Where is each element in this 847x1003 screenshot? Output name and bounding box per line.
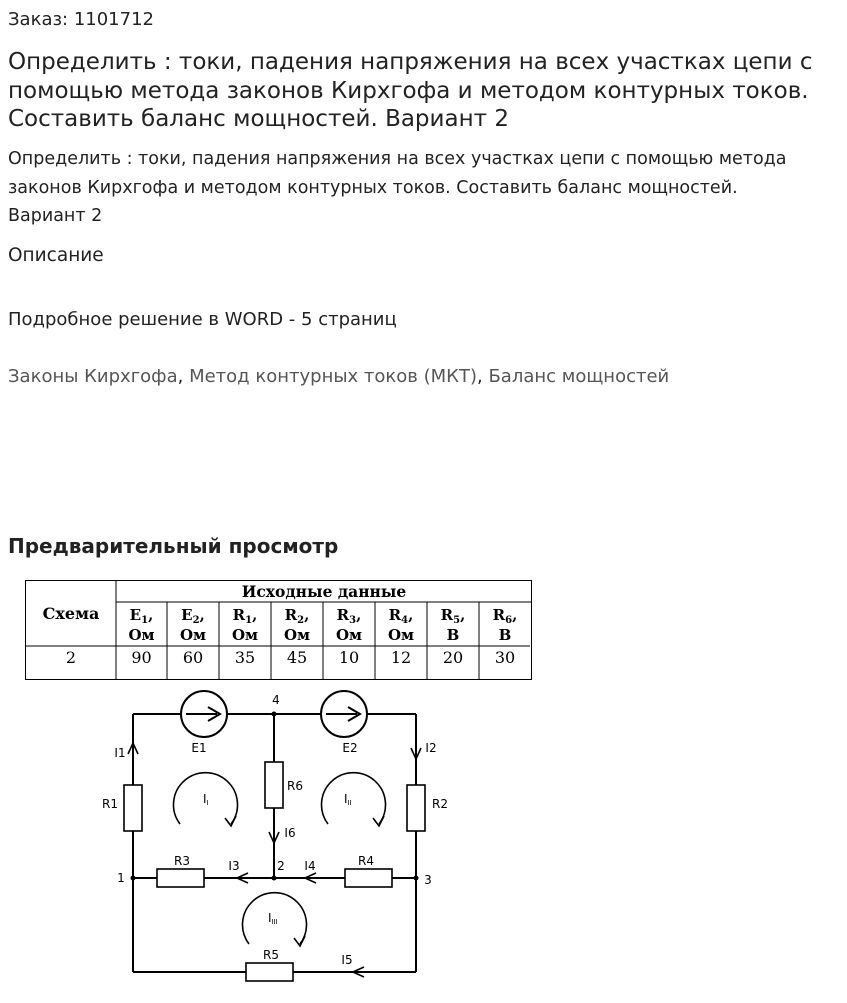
table-cell-value: 35 <box>234 648 256 667</box>
loop-label-2: III <box>344 792 352 807</box>
column-header-symbol: $E_1$, <box>129 606 154 626</box>
node-dot <box>272 876 277 881</box>
column-header-symbol: $R_5$, <box>440 606 466 626</box>
column-header-unit: Ом <box>283 626 311 644</box>
column-header-unit: Ом <box>387 626 415 644</box>
node-label-2: 2 <box>277 859 285 873</box>
page-title: Определить : токи, падения напряжения на всех участках цепи с помощью метода законов Кирхгофа и методом контурных токов. Составить баланс мощностей. Вариант 2 <box>8 49 813 132</box>
node-dot <box>414 876 419 881</box>
table-cell-value: 10 <box>338 648 360 667</box>
column-header-unit: Ом <box>179 626 207 644</box>
solution-detail: Подробное решение в WORD - 5 страниц <box>8 309 397 330</box>
description-label: Описание <box>8 245 104 266</box>
tag-separator: , <box>177 366 184 387</box>
column-header-unit: Ом <box>335 626 363 644</box>
column-header-symbol: $R_3$, <box>336 606 362 626</box>
column-header-symbol: $R_1$, <box>232 606 258 626</box>
column-header-unit: Ом <box>128 626 155 644</box>
current-label-i2: I2 <box>425 741 437 755</box>
current-label-i6: I6 <box>284 826 296 840</box>
resistor-r5-label: R5 <box>263 948 279 962</box>
column-header-symbol: $E_2$, <box>181 606 205 626</box>
node-dot <box>131 876 136 881</box>
resistor-r2-label: R2 <box>432 797 448 811</box>
current-label-i5: I5 <box>341 953 353 967</box>
input-data-header: Исходные данные <box>241 582 407 601</box>
order-number: Заказ: 1101712 <box>8 9 154 30</box>
resistor-r1 <box>124 785 142 831</box>
preview-heading: Предварительный просмотр <box>8 534 339 558</box>
node-label-4: 4 <box>272 693 280 707</box>
tag-list <box>8 366 669 387</box>
node-dot <box>272 712 277 717</box>
resistor-r6-label: R6 <box>287 779 303 793</box>
loop-label-1: II <box>203 792 209 807</box>
table-cell-value: 45 <box>286 648 308 667</box>
current-label-i1: I1 <box>114 746 126 760</box>
column-header-symbol: $R_2$, <box>284 606 310 626</box>
source-e2-label: E2 <box>342 741 358 755</box>
resistor-r4-label: R4 <box>358 854 374 868</box>
table-text <box>43 582 518 667</box>
tag-link-mesh-current[interactable]: Метод контурных токов (МКТ) <box>189 366 477 387</box>
resistor-r3 <box>157 869 204 887</box>
tag-separator: , <box>476 366 483 387</box>
loop-label-3: IIII <box>268 911 278 926</box>
tag-link-power-balance[interactable]: Баланс мощностей <box>488 366 670 387</box>
table-cell-value: 60 <box>182 648 204 667</box>
loop-arrow-2 <box>322 773 386 824</box>
circuit-diagram <box>124 691 425 981</box>
source-e1-label: E1 <box>191 741 207 755</box>
resistor-r3-label: R3 <box>174 854 190 868</box>
node-label-3: 3 <box>424 873 432 887</box>
resistor-r5 <box>246 963 293 981</box>
scheme-value: 2 <box>65 648 77 667</box>
resistor-r2 <box>407 785 425 831</box>
column-header-symbol: $R_4$, <box>388 606 414 626</box>
resistor-r1-label: R1 <box>102 797 118 811</box>
preview-image <box>0 570 560 1000</box>
current-label-i3: I3 <box>228 859 240 873</box>
column-header-unit: В <box>498 626 512 644</box>
description-text: Определить : токи, падения напряжения на всех участках цепи с помощью метода законов Кирхгофа и методом контурных токов. Составить баланс мощностей. Вариант 2 <box>8 149 787 226</box>
resistor-r6 <box>265 762 283 808</box>
table-cell-value: 90 <box>131 648 152 667</box>
table-cell-value: 30 <box>494 648 516 667</box>
table-cell-value: 20 <box>442 648 464 667</box>
resistor-r4 <box>345 869 392 887</box>
tag-link-kirchhoff[interactable]: Законы Кирхгофа <box>8 366 178 387</box>
table-cell-value: 12 <box>390 648 412 667</box>
current-label-i4: I4 <box>304 859 316 873</box>
column-header-unit: В <box>446 626 460 644</box>
column-header-symbol: $R_6$, <box>492 606 518 626</box>
scheme-header: Схема <box>42 604 100 623</box>
node-label-1: 1 <box>117 871 125 885</box>
column-header-unit: Ом <box>231 626 259 644</box>
